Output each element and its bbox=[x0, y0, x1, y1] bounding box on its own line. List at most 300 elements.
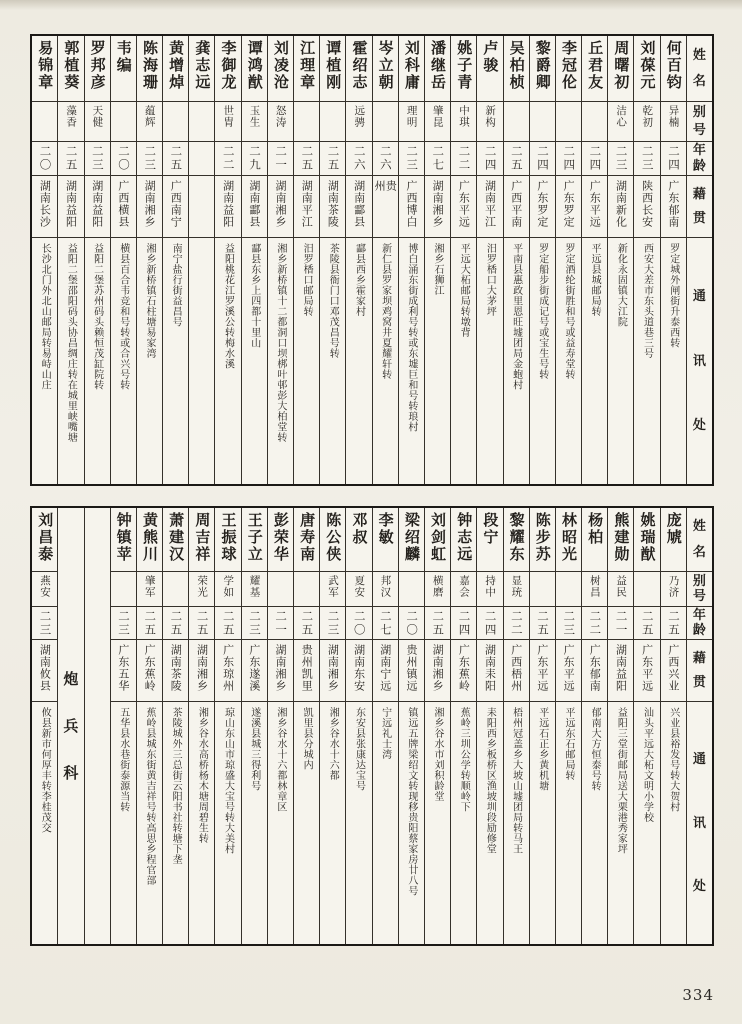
person-origin bbox=[268, 640, 293, 702]
roster-entry-column bbox=[555, 508, 581, 944]
person-origin bbox=[634, 176, 659, 238]
person-name-text: 刘葆元 bbox=[638, 40, 657, 91]
person-alias-text: 持中 bbox=[484, 575, 497, 598]
person-address-text: 平远东石邮局转 bbox=[562, 707, 574, 781]
roster-entry-column bbox=[529, 508, 555, 944]
person-address bbox=[215, 702, 240, 944]
person-address bbox=[425, 238, 450, 484]
person-alias-text: 理明 bbox=[405, 105, 418, 128]
roster-entry-column bbox=[345, 36, 371, 484]
person-name bbox=[215, 508, 240, 572]
person-alias bbox=[294, 572, 319, 607]
person-alias bbox=[242, 102, 267, 142]
person-origin-text: 广东蕉岭 bbox=[143, 644, 157, 692]
person-address-text: 益阳三堂街邮局送大栗港秀家坪 bbox=[615, 707, 627, 854]
person-alias-text: 荣光 bbox=[196, 575, 209, 598]
header-address bbox=[687, 702, 712, 944]
person-origin bbox=[215, 640, 240, 702]
person-age-text: 二四 bbox=[588, 145, 603, 172]
person-address-text: 新化永固镇大江院 bbox=[615, 243, 627, 327]
person-age bbox=[451, 142, 476, 176]
person-alias-text: 世胄 bbox=[222, 105, 235, 128]
person-age-text: 二二 bbox=[509, 609, 524, 637]
person-age-text: 二五 bbox=[509, 145, 524, 172]
person-origin-text: 广西横县 bbox=[116, 180, 130, 228]
person-origin-text: 广东罗定 bbox=[562, 180, 576, 228]
person-address-text: 东安县张康达宝号 bbox=[353, 707, 365, 791]
person-address bbox=[111, 238, 136, 484]
person-address-text: 平南县惠政里恩旺墟团局金蚫村 bbox=[510, 243, 522, 390]
person-address-text: 酃县东乡上四都十里山 bbox=[248, 243, 260, 348]
roster-entry-column bbox=[503, 36, 529, 484]
person-name bbox=[530, 36, 555, 102]
person-alias bbox=[399, 102, 424, 142]
person-age bbox=[582, 607, 607, 640]
person-age bbox=[163, 142, 188, 176]
person-origin-text: 湖南湘乡 bbox=[274, 180, 288, 228]
person-name-text: 易锦章 bbox=[36, 40, 55, 91]
person-age bbox=[373, 607, 398, 640]
person-alias bbox=[320, 102, 345, 142]
person-name bbox=[399, 36, 424, 102]
person-name bbox=[163, 36, 188, 102]
person-age bbox=[294, 607, 319, 640]
person-name bbox=[582, 36, 607, 102]
header-char: 通 bbox=[692, 751, 706, 767]
person-address bbox=[608, 702, 633, 944]
person-alias bbox=[399, 572, 424, 607]
person-origin-text: 广西兴业 bbox=[666, 644, 680, 692]
person-origin bbox=[111, 640, 136, 702]
person-address-text: 汨罗楿口邮局转 bbox=[301, 243, 313, 317]
person-alias-text: 新构 bbox=[484, 105, 497, 128]
person-name bbox=[137, 508, 162, 572]
person-address bbox=[32, 238, 57, 484]
person-origin-text: 湖南湘乡 bbox=[143, 180, 157, 228]
person-name bbox=[268, 36, 293, 102]
person-address bbox=[399, 702, 424, 944]
person-address-text: 罗定城外闸街升泰西转 bbox=[667, 243, 679, 348]
person-alias-text: 肇军 bbox=[143, 575, 156, 598]
roster-table-bottom bbox=[30, 506, 714, 946]
person-alias-text: 异楠 bbox=[667, 105, 680, 128]
person-age-text: 二三 bbox=[640, 145, 655, 172]
person-age-text: 二五 bbox=[640, 609, 655, 637]
person-age-text: 二五 bbox=[221, 609, 236, 637]
roster-entry-column bbox=[555, 36, 581, 484]
person-origin-text: 广西博白 bbox=[404, 180, 418, 228]
person-address-text: 益阳桃花江罗溪公转梅水溪 bbox=[222, 243, 234, 369]
person-alias bbox=[425, 572, 450, 607]
person-age-text: 二五 bbox=[143, 609, 158, 637]
person-origin bbox=[634, 640, 659, 702]
person-alias bbox=[530, 572, 555, 607]
person-address-text: 耒阳西乡板桥区渔坡圳段励修堂 bbox=[484, 707, 496, 854]
person-alias bbox=[608, 102, 633, 142]
person-address-text: 罗定酒纶街胜和号或益寿堂转 bbox=[562, 243, 574, 380]
person-address-text: 蕉岭三圳公学转顺岭下 bbox=[458, 707, 470, 812]
roster-entry-column bbox=[162, 508, 188, 944]
person-name-text: 周吉祥 bbox=[193, 512, 212, 563]
person-alias-text: 燕安 bbox=[38, 575, 51, 598]
section-column bbox=[57, 508, 83, 944]
person-address bbox=[85, 238, 110, 484]
person-age bbox=[268, 607, 293, 640]
person-age-text: 二二 bbox=[457, 145, 472, 172]
person-age-text: 二〇 bbox=[117, 145, 132, 172]
person-alias bbox=[137, 102, 162, 142]
person-alias bbox=[268, 572, 293, 607]
person-alias bbox=[504, 572, 529, 607]
person-age-text: 二三 bbox=[562, 609, 577, 637]
person-alias-text: 耀基 bbox=[248, 575, 261, 598]
roster-entry-column bbox=[293, 508, 319, 944]
person-origin-text: 湖南茶陵 bbox=[326, 180, 340, 228]
person-age bbox=[189, 142, 214, 176]
person-name-text: 熊建勋 bbox=[612, 512, 631, 563]
person-origin bbox=[85, 176, 110, 238]
header-char: 号 bbox=[692, 589, 706, 605]
person-address-text: 镇远五牌梁绍文转现移贵阳蔡家房廿八号 bbox=[405, 707, 417, 896]
person-origin-text: 湖南湘乡 bbox=[195, 644, 209, 692]
person-name bbox=[504, 508, 529, 572]
person-origin-text: 湖南湘乡 bbox=[326, 644, 340, 692]
person-address bbox=[504, 238, 529, 484]
roster-entry-column bbox=[32, 508, 57, 944]
person-origin-text: 广西平南 bbox=[509, 180, 523, 228]
person-name-text: 唐寿南 bbox=[298, 512, 317, 563]
person-origin bbox=[556, 176, 581, 238]
person-age bbox=[242, 142, 267, 176]
person-address bbox=[137, 238, 162, 484]
person-origin bbox=[425, 176, 450, 238]
person-alias bbox=[373, 102, 398, 142]
person-name-text: 岑立朝 bbox=[376, 40, 395, 91]
person-origin-text: 广东平远 bbox=[588, 180, 602, 228]
person-address-text: 益阳二堡邵阳码头协昌绸庄转在城里峡嘴塘 bbox=[65, 243, 77, 443]
person-name bbox=[294, 508, 319, 572]
roster-entry-column bbox=[136, 36, 162, 484]
person-age bbox=[137, 142, 162, 176]
person-origin bbox=[294, 176, 319, 238]
person-alias bbox=[268, 102, 293, 142]
person-age-text: 二一 bbox=[274, 609, 289, 637]
person-address-text: 湘乡谷水十六都 bbox=[327, 707, 339, 781]
person-name-text: 罗邦彦 bbox=[88, 40, 107, 91]
roster-entry-column bbox=[372, 508, 398, 944]
person-alias bbox=[58, 102, 83, 142]
person-age bbox=[451, 607, 476, 640]
person-origin bbox=[242, 640, 267, 702]
person-origin-text: 广东蕉岭 bbox=[457, 644, 471, 692]
person-name-text: 丘君友 bbox=[586, 40, 605, 91]
person-name-text: 陈步苏 bbox=[533, 512, 552, 563]
person-address-text: 蕉岭县城东街黄吉祥号转高思乡程官部 bbox=[143, 707, 155, 886]
person-address bbox=[320, 238, 345, 484]
person-alias-text: 藻香 bbox=[65, 105, 78, 128]
person-alias bbox=[477, 102, 502, 142]
person-address bbox=[661, 702, 686, 944]
person-alias bbox=[85, 102, 110, 142]
person-age-text: 二四 bbox=[536, 145, 551, 172]
person-name-text: 卢骏 bbox=[481, 40, 500, 74]
person-alias bbox=[373, 572, 398, 607]
person-alias bbox=[189, 572, 214, 607]
roster-entry-column bbox=[424, 508, 450, 944]
person-address-text: 茶陵城外三总街云阳书社转塘下垄 bbox=[170, 707, 182, 865]
roster-entry-column bbox=[293, 36, 319, 484]
roster-entry-column bbox=[450, 36, 476, 484]
person-address-text: 湘乡谷水十六都林章区 bbox=[274, 707, 286, 812]
roster-entry-column bbox=[188, 508, 214, 944]
person-origin bbox=[137, 640, 162, 702]
person-name bbox=[634, 508, 659, 572]
header-alias bbox=[687, 572, 712, 607]
person-alias bbox=[477, 572, 502, 607]
person-alias bbox=[451, 572, 476, 607]
roster-entry-column bbox=[136, 508, 162, 944]
roster-entry-column bbox=[633, 36, 659, 484]
person-origin-text: 广西梧州 bbox=[509, 644, 523, 692]
section-char: 科 bbox=[63, 763, 79, 782]
section-char: 炮 bbox=[63, 669, 79, 688]
person-address-text: 新仁县罗家坝鸡窝井夏耀轩转 bbox=[379, 243, 391, 380]
person-address-text: 平远大柘邮局转墩背 bbox=[458, 243, 470, 338]
person-name-text: 姚子青 bbox=[455, 40, 474, 91]
person-origin bbox=[608, 176, 633, 238]
person-address-text: 西安大差市东头道巷三号 bbox=[641, 243, 653, 359]
header-char: 处 bbox=[692, 418, 706, 434]
person-origin-text: 湖南新化 bbox=[614, 180, 628, 228]
person-age-text: 二四 bbox=[562, 145, 577, 172]
person-age-text: 二三 bbox=[614, 145, 629, 172]
person-age bbox=[346, 607, 371, 640]
person-alias bbox=[137, 572, 162, 607]
header-char: 姓 bbox=[692, 519, 706, 535]
person-origin bbox=[32, 640, 57, 702]
person-address-text: 长沙北门外北山邮局转易峙山庄 bbox=[39, 243, 51, 390]
person-age-text: 二五 bbox=[326, 145, 341, 172]
person-name-text: 王子立 bbox=[245, 512, 264, 563]
person-alias-text: 玉生 bbox=[248, 105, 261, 128]
person-address-text: 南宁盐行街益昌号 bbox=[170, 243, 182, 327]
person-address-text: 湘乡谷水市刘积龄堂 bbox=[432, 707, 444, 802]
person-age-text: 二九 bbox=[247, 145, 262, 172]
roster-entry-column bbox=[398, 508, 424, 944]
person-name-text: 刘昌泰 bbox=[36, 512, 55, 563]
person-origin-text: 广东平远 bbox=[535, 644, 549, 692]
person-name bbox=[661, 508, 686, 572]
person-age-text: 二〇 bbox=[352, 609, 367, 637]
person-origin bbox=[242, 176, 267, 238]
person-address-text: 汨罗楿口大茅坪 bbox=[484, 243, 496, 317]
person-age-text: 二一 bbox=[274, 145, 289, 172]
person-name-text: 林昭光 bbox=[559, 512, 578, 563]
roster-entry-column bbox=[660, 508, 686, 944]
person-age bbox=[215, 142, 240, 176]
roster-entry-column bbox=[607, 36, 633, 484]
person-address bbox=[189, 238, 214, 484]
person-age-text: 二三 bbox=[117, 609, 132, 637]
person-age-text: 二六 bbox=[352, 145, 367, 172]
person-alias-text: 益民 bbox=[615, 575, 628, 598]
person-origin-text: 广东遂溪 bbox=[247, 644, 261, 692]
person-origin-text: 陕西长安 bbox=[640, 180, 654, 228]
roster-entry-column bbox=[84, 36, 110, 484]
person-alias bbox=[163, 572, 188, 607]
person-alias bbox=[346, 102, 371, 142]
person-origin-text: 广东郁南 bbox=[588, 644, 602, 692]
person-alias bbox=[608, 572, 633, 607]
person-age bbox=[530, 142, 555, 176]
person-name bbox=[137, 36, 162, 102]
person-alias-text: 邦汉 bbox=[379, 575, 392, 598]
person-alias bbox=[32, 572, 57, 607]
person-address bbox=[530, 238, 555, 484]
person-alias-text: 乾初 bbox=[641, 105, 654, 128]
person-name bbox=[242, 508, 267, 572]
person-alias bbox=[582, 572, 607, 607]
person-name bbox=[634, 36, 659, 102]
header-char: 通 bbox=[692, 288, 706, 304]
person-address bbox=[608, 238, 633, 484]
person-origin-text: 湖南益阳 bbox=[90, 180, 104, 228]
person-origin-text: 广东五华 bbox=[116, 644, 130, 692]
person-origin-text: 湖南益阳 bbox=[221, 180, 235, 228]
person-address bbox=[451, 702, 476, 944]
person-name bbox=[556, 508, 581, 572]
person-age bbox=[556, 607, 581, 640]
person-name bbox=[425, 508, 450, 572]
header-char: 号 bbox=[692, 122, 706, 138]
person-age-text: 二七 bbox=[431, 145, 446, 172]
person-name bbox=[268, 508, 293, 572]
person-age bbox=[425, 607, 450, 640]
roster-entry-column bbox=[345, 508, 371, 944]
person-age bbox=[399, 607, 424, 640]
person-origin-text: 湖南湘乡 bbox=[274, 644, 288, 692]
person-name bbox=[425, 36, 450, 102]
person-origin-text: 湖南茶陵 bbox=[169, 644, 183, 692]
person-name-text: 黄增焯 bbox=[167, 40, 186, 91]
person-age bbox=[582, 142, 607, 176]
person-age bbox=[504, 142, 529, 176]
person-origin bbox=[346, 176, 371, 238]
person-name bbox=[451, 36, 476, 102]
person-age bbox=[111, 607, 136, 640]
person-age bbox=[32, 142, 57, 176]
person-address-text: 湘乡新桥镇十二都洞口坝梆叶邨彭大柏堂转 bbox=[274, 243, 286, 443]
person-age bbox=[215, 607, 240, 640]
page-number: 334 bbox=[682, 986, 714, 1004]
person-address-text: 平远县城邮局转 bbox=[589, 243, 601, 317]
person-name bbox=[373, 36, 398, 102]
person-address bbox=[634, 702, 659, 944]
person-name bbox=[346, 508, 371, 572]
blank-cell bbox=[85, 508, 110, 944]
person-alias bbox=[215, 102, 240, 142]
person-age bbox=[346, 142, 371, 176]
header-char: 年 bbox=[692, 143, 706, 159]
person-name-text: 梁绍麟 bbox=[402, 512, 421, 563]
person-age bbox=[477, 142, 502, 176]
person-address-text: 湘乡新桥镇石柱塘易家湾 bbox=[143, 243, 155, 359]
person-age bbox=[111, 142, 136, 176]
person-address bbox=[373, 238, 398, 484]
person-address bbox=[294, 702, 319, 944]
person-age bbox=[608, 607, 633, 640]
person-age-text: 二五 bbox=[536, 609, 551, 637]
person-address bbox=[530, 702, 555, 944]
person-age bbox=[634, 607, 659, 640]
person-alias bbox=[111, 102, 136, 142]
header-char: 别 bbox=[692, 105, 706, 121]
roster-entry-column bbox=[424, 36, 450, 484]
person-origin-text: 湖南酃县 bbox=[352, 180, 366, 228]
person-alias bbox=[163, 102, 188, 142]
roster-entry-column bbox=[529, 36, 555, 484]
person-address bbox=[556, 702, 581, 944]
person-name-text: 李冠伦 bbox=[559, 40, 578, 91]
header-column bbox=[686, 508, 712, 944]
person-address bbox=[373, 702, 398, 944]
person-address bbox=[137, 702, 162, 944]
person-age-text: 二二 bbox=[221, 145, 236, 172]
person-origin bbox=[399, 176, 424, 238]
person-name-text: 钟志远 bbox=[455, 512, 474, 563]
roster-entry-column bbox=[503, 508, 529, 944]
person-origin bbox=[373, 640, 398, 702]
person-origin bbox=[346, 640, 371, 702]
person-address-text: 琼山东山市琼盛大宝号转大美村 bbox=[222, 707, 234, 854]
person-alias-text: 怒涛 bbox=[274, 105, 287, 128]
person-address-text: 湘乡石狮江 bbox=[432, 243, 444, 296]
person-origin bbox=[530, 176, 555, 238]
roster-entry-column bbox=[398, 36, 424, 484]
person-address-text: 茶陵县衙门口邓茂昌号转 bbox=[327, 243, 339, 359]
person-age-text: 二三 bbox=[326, 609, 341, 637]
person-origin-text: 湖南东安 bbox=[352, 644, 366, 692]
person-name bbox=[215, 36, 240, 102]
person-name-text: 陈公侠 bbox=[324, 512, 343, 563]
person-name bbox=[451, 508, 476, 572]
header-char: 贯 bbox=[692, 675, 706, 691]
person-origin-text: 广东平远 bbox=[562, 644, 576, 692]
roster-entry-column bbox=[110, 36, 136, 484]
person-address bbox=[425, 702, 450, 944]
person-origin bbox=[163, 176, 188, 238]
person-address bbox=[451, 238, 476, 484]
person-age-text: 二三 bbox=[90, 145, 105, 172]
person-alias bbox=[451, 102, 476, 142]
person-name-text: 邓叔 bbox=[350, 512, 369, 546]
person-name-text: 陈海珊 bbox=[140, 40, 159, 91]
person-alias-text: 嘉会 bbox=[457, 575, 470, 598]
person-age bbox=[477, 607, 502, 640]
person-address-text: 博白涌东街成利号转或东墟巨和号转琅村 bbox=[405, 243, 417, 432]
person-alias-text: 远骋 bbox=[353, 105, 366, 128]
roster-entry-column bbox=[319, 508, 345, 944]
spacer-column bbox=[84, 508, 110, 944]
person-origin bbox=[189, 176, 214, 238]
person-age-text: 二四 bbox=[483, 145, 498, 172]
person-origin-text: 贵州镇远 bbox=[404, 644, 418, 692]
person-address bbox=[477, 238, 502, 484]
person-address bbox=[268, 238, 293, 484]
person-alias bbox=[320, 572, 345, 607]
person-alias-text: 武军 bbox=[327, 575, 340, 598]
person-alias bbox=[346, 572, 371, 607]
